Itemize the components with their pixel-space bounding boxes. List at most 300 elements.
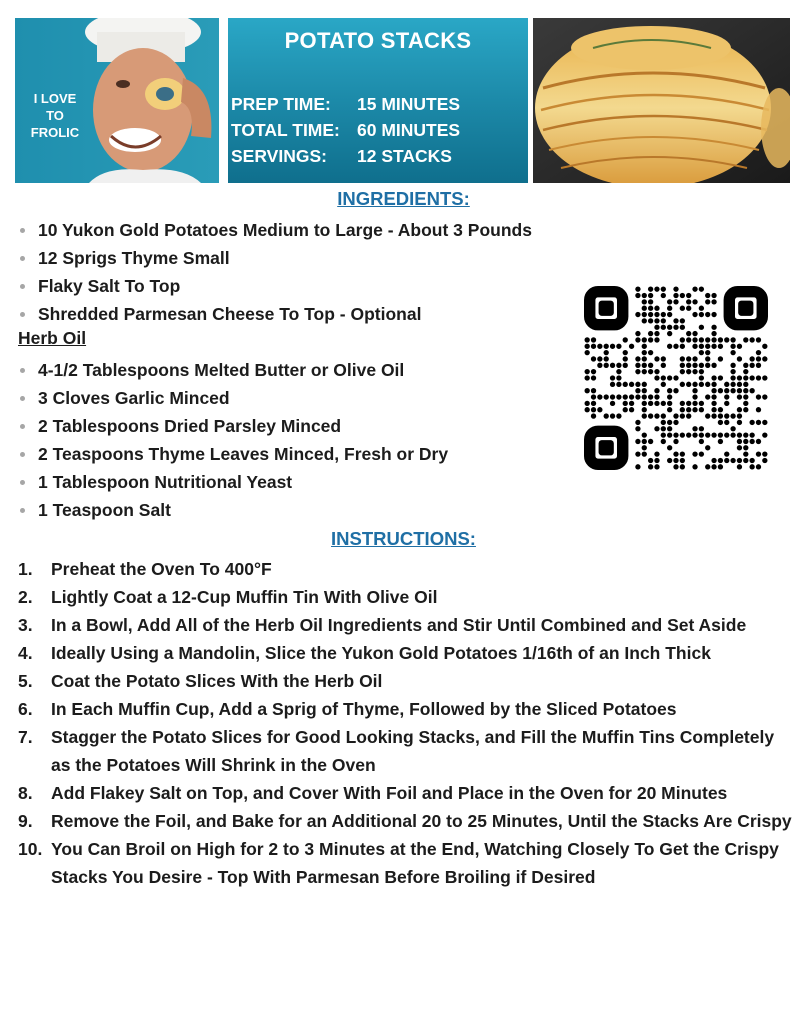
qr-module-dot — [591, 369, 596, 374]
qr-module-dot — [749, 388, 754, 393]
qr-module-dot — [743, 445, 748, 450]
qr-module-dot — [667, 426, 672, 431]
qr-module-dot — [642, 432, 647, 437]
qr-module-dot — [661, 375, 666, 380]
qr-module-dot — [642, 350, 647, 355]
qr-module-dot — [749, 432, 754, 437]
step-text: In a Bowl, Add All of the Herb Oil Ingredients and Stir Until Combined and Set Aside — [51, 615, 747, 635]
qr-module-dot — [730, 413, 735, 418]
step-number: 9. — [18, 811, 33, 831]
qr-module-dot — [699, 439, 704, 444]
qr-module-dot — [737, 432, 742, 437]
qr-module-dot — [711, 312, 716, 317]
qr-module-dot — [629, 401, 634, 406]
qr-module-dot — [667, 388, 672, 393]
qr-module-dot — [648, 401, 653, 406]
list-item — [18, 356, 448, 384]
qr-module-dot — [680, 451, 685, 456]
qr-module-dot — [724, 458, 729, 463]
qr-module-dot — [642, 451, 647, 456]
qr-module-dot — [730, 363, 735, 368]
qr-module-dot — [699, 451, 704, 456]
qr-module-dot — [743, 451, 748, 456]
qr-module-dot — [730, 344, 735, 349]
qr-module-dot — [692, 337, 697, 342]
qr-module-dot — [591, 394, 596, 399]
qr-module-dot — [680, 407, 685, 412]
bullet-icon — [20, 480, 25, 485]
qr-module-dot — [642, 407, 647, 412]
qr-module-dot — [699, 407, 704, 412]
stat-value: 60 MINUTES — [357, 120, 461, 140]
qr-module-dot — [673, 458, 678, 463]
qr-module-dot — [661, 382, 666, 387]
qr-module-dot — [680, 356, 685, 361]
qr-module-dot — [724, 388, 729, 393]
qr-module-dot — [616, 369, 621, 374]
qr-module-dot — [635, 356, 640, 361]
list-item — [18, 216, 532, 244]
qr-module-dot — [648, 413, 653, 418]
qr-module-dot — [604, 356, 609, 361]
qr-module-dot — [629, 344, 634, 349]
qr-module-dot — [654, 464, 659, 469]
qr-module-dot — [648, 312, 653, 317]
qr-module-dot — [667, 375, 672, 380]
qr-module-dot — [724, 337, 729, 342]
qr-module-dot — [585, 344, 590, 349]
qr-module-dot — [705, 337, 710, 342]
qr-module-dot — [730, 382, 735, 387]
qr-module-dot — [642, 293, 647, 298]
bullet-icon — [20, 368, 25, 373]
qr-module-dot — [642, 306, 647, 311]
list-item — [18, 244, 532, 272]
qr-module-dot — [705, 432, 710, 437]
step-number: 4. — [18, 643, 33, 663]
qr-module-dot — [642, 439, 647, 444]
qr-module-dot — [730, 375, 735, 380]
qr-module-dot — [667, 420, 672, 425]
qr-module-dot — [673, 318, 678, 323]
stat-value: 12 STACKS — [357, 146, 452, 166]
qr-module-dot — [680, 318, 685, 323]
qr-module-dot — [585, 369, 590, 374]
bullet-icon — [20, 284, 25, 289]
ingredients-heading: INGREDIENTS: — [337, 188, 470, 209]
qr-module-dot — [762, 394, 767, 399]
qr-module-dot — [711, 325, 716, 330]
ingredient-text: 1 Tablespoon Nutritional Yeast — [38, 471, 293, 492]
qr-module-dot — [692, 401, 697, 406]
qr-module-dot — [673, 299, 678, 304]
instruction-step — [18, 779, 793, 807]
qr-module-dot — [730, 350, 735, 355]
qr-module-dot — [692, 382, 697, 387]
qr-module-dot — [711, 299, 716, 304]
qr-module-dot — [610, 363, 615, 368]
qr-module-dot — [737, 382, 742, 387]
stat-value: 15 MINUTES — [357, 94, 461, 114]
step-text: Add Flakey Salt on Top, and Cover With Foil and Place in the Oven for 20 Minutes — [51, 783, 728, 803]
qr-module-dot — [699, 337, 704, 342]
qr-module-dot — [711, 293, 716, 298]
qr-module-dot — [616, 382, 621, 387]
qr-module-dot — [756, 464, 761, 469]
list-item — [18, 272, 532, 300]
qr-module-dot — [718, 344, 723, 349]
qr-module-dot — [654, 356, 659, 361]
qr-finder-top-right — [729, 292, 762, 325]
qr-module-dot — [642, 356, 647, 361]
instructions-heading: INSTRUCTIONS: — [331, 528, 476, 549]
qr-module-dot — [699, 401, 704, 406]
qr-module-dot — [718, 464, 723, 469]
instruction-step — [18, 835, 793, 891]
qr-module-dot — [737, 413, 742, 418]
ingredient-text: 12 Sprigs Thyme Small — [38, 247, 230, 268]
qr-module-dot — [737, 464, 742, 469]
stat-prep-time — [231, 91, 460, 117]
qr-module-dot — [705, 413, 710, 418]
qr-module-dot — [680, 464, 685, 469]
qr-module-dot — [667, 394, 672, 399]
qr-module-dot — [711, 331, 716, 336]
ingredient-text: 2 Tablespoons Dried Parsley Minced — [38, 415, 342, 436]
qr-module-dot — [686, 306, 691, 311]
qr-module-dot — [648, 293, 653, 298]
qr-module-dot — [635, 394, 640, 399]
qr-module-dot — [711, 363, 716, 368]
stat-total-time — [231, 117, 460, 143]
step-number: 7. — [18, 727, 33, 747]
step-number: 3. — [18, 615, 33, 635]
step-text: Ideally Using a Mandolin, Slice the Yukon Gold Potatoes 1/16th of an Inch Thick — [51, 643, 711, 663]
bullet-icon — [20, 396, 25, 401]
qr-module-dot — [673, 344, 678, 349]
qr-module-dot — [718, 375, 723, 380]
qr-module-dot — [623, 356, 628, 361]
qr-module-dot — [654, 388, 659, 393]
qr-module-dot — [629, 394, 634, 399]
qr-module-dot — [762, 432, 767, 437]
step-number: 6. — [18, 699, 33, 719]
step-text: Remove the Foil, and Bake for an Additional 20 to 25 Minutes, Until the Stacks Are Crispy — [51, 811, 792, 831]
qr-module-dot — [743, 337, 748, 342]
qr-module-dot — [743, 407, 748, 412]
qr-module-dot — [711, 401, 716, 406]
qr-finder-top-left — [590, 292, 623, 325]
qr-module-dot — [705, 350, 710, 355]
qr-module-dot — [661, 413, 666, 418]
qr-module-dot — [667, 299, 672, 304]
qr-module-dot — [585, 337, 590, 342]
qr-module-dot — [648, 350, 653, 355]
qr-module-dot — [692, 363, 697, 368]
qr-module-dot — [762, 458, 767, 463]
qr-module-dot — [673, 439, 678, 444]
qr-module-dot — [654, 394, 659, 399]
qr-module-dot — [661, 356, 666, 361]
qr-module-dot — [604, 413, 609, 418]
title-panel — [228, 18, 528, 183]
qr-module-dot — [635, 388, 640, 393]
qr-module-dot — [642, 401, 647, 406]
qr-module-dot — [667, 306, 672, 311]
qr-module-dot — [711, 388, 716, 393]
qr-module-dot — [718, 432, 723, 437]
qr-module-dot — [711, 344, 716, 349]
qr-module-dot — [756, 375, 761, 380]
qr-module-dot — [699, 375, 704, 380]
qr-module-dot — [667, 312, 672, 317]
qr-module-dot — [718, 407, 723, 412]
qr-module-dot — [692, 356, 697, 361]
qr-module-dot — [705, 394, 710, 399]
qr-module-dot — [711, 458, 716, 463]
qr-module-dot — [724, 420, 729, 425]
qr-module-dot — [743, 458, 748, 463]
stat-label: TOTAL TIME: — [231, 120, 340, 140]
qr-module-dot — [692, 432, 697, 437]
qr-module-dot — [610, 413, 615, 418]
qr-module-dot — [591, 401, 596, 406]
qr-module-dot — [680, 306, 685, 311]
bullet-icon — [20, 312, 25, 317]
recipe-stats — [231, 91, 460, 169]
qr-module-dot — [686, 293, 691, 298]
qr-module-dot — [743, 432, 748, 437]
step-text: You Can Broil on High for 2 to 3 Minutes at the End, Watching Closely To Get the Crispy Stacks You Desire - Top With Parmesan Before Broiling if Desired — [51, 839, 779, 887]
qr-module-dot — [749, 458, 754, 463]
qr-module-dot — [597, 344, 602, 349]
qr-module-dot — [642, 312, 647, 317]
potato-stack-photo — [533, 18, 790, 183]
qr-module-dot — [610, 394, 615, 399]
qr-module-dot — [749, 439, 754, 444]
qr-module-dot — [667, 325, 672, 330]
qr-module-dot — [705, 356, 710, 361]
qr-module-dot — [718, 356, 723, 361]
step-text: Stagger the Potato Slices for Good Looking Stacks, and Fill the Muffin Tins Completely as the Potatoes Will Shrink in the Oven — [51, 727, 775, 775]
qr-module-dot — [756, 420, 761, 425]
qr-module-dot — [680, 382, 685, 387]
qr-module-dot — [711, 337, 716, 342]
qr-module-dot — [724, 451, 729, 456]
qr-module-dot — [699, 344, 704, 349]
qr-module-dot — [705, 312, 710, 317]
list-item — [18, 440, 448, 468]
qr-module-dot — [654, 287, 659, 292]
qr-module-dot — [699, 306, 704, 311]
qr-module-dot — [667, 432, 672, 437]
qr-module-dot — [711, 382, 716, 387]
qr-module-dot — [591, 407, 596, 412]
herb-oil-list — [18, 356, 448, 524]
recipe-header — [15, 18, 790, 183]
qr-module-dot — [604, 363, 609, 368]
qr-module-dot — [610, 344, 615, 349]
qr-module-dot — [673, 293, 678, 298]
qr-module-dot — [724, 401, 729, 406]
qr-module-dot — [635, 382, 640, 387]
qr-module-dot — [616, 375, 621, 380]
qr-module-dot — [597, 356, 602, 361]
qr-module-dot — [623, 382, 628, 387]
qr-module-dot — [642, 369, 647, 374]
recipe-title: POTATO STACKS — [284, 28, 472, 53]
qr-module-dot — [724, 394, 729, 399]
stat-label: PREP TIME: — [231, 94, 331, 114]
qr-module-dot — [705, 464, 710, 469]
qr-module-dot — [585, 401, 590, 406]
instruction-step — [18, 723, 793, 779]
qr-module-dot — [635, 464, 640, 469]
qr-module-dot — [743, 388, 748, 393]
bullet-icon — [20, 452, 25, 457]
qr-module-dot — [661, 420, 666, 425]
instruction-step — [18, 611, 793, 639]
qr-module-dot — [737, 458, 742, 463]
qr-module-dot — [756, 363, 761, 368]
qr-module-dot — [680, 293, 685, 298]
step-text: In Each Muffin Cup, Add a Sprig of Thyme, Followed by the Sliced Potatoes — [51, 699, 677, 719]
ingredient-text: 10 Yukon Gold Potatoes Medium to Large - About 3 Pounds — [38, 219, 532, 240]
qr-module-dot — [705, 299, 710, 304]
qr-module-dot — [711, 407, 716, 412]
qr-module-dot — [654, 312, 659, 317]
instruction-step — [18, 807, 793, 835]
qr-module-dot — [705, 382, 710, 387]
qr-module-dot — [743, 439, 748, 444]
qr-module-dot — [673, 464, 678, 469]
qr-module-dot — [585, 388, 590, 393]
qr-module-dot — [629, 382, 634, 387]
qr-module-dot — [686, 401, 691, 406]
step-number: 2. — [18, 587, 33, 607]
qr-module-dot — [686, 356, 691, 361]
qr-module-dot — [737, 420, 742, 425]
instructions-list — [18, 555, 793, 891]
qr-module-dot — [705, 363, 710, 368]
qr-module-dot — [661, 318, 666, 323]
qr-module-dot — [686, 299, 691, 304]
qr-module-dot — [635, 331, 640, 336]
step-number: 5. — [18, 671, 33, 691]
qr-module-dot — [585, 407, 590, 412]
qr-code[interactable] — [584, 286, 768, 470]
qr-module-dot — [724, 413, 729, 418]
qr-module-dot — [591, 388, 596, 393]
qr-module-dot — [661, 426, 666, 431]
qr-module-dot — [743, 363, 748, 368]
bullet-icon — [20, 228, 25, 233]
qr-module-dot — [699, 363, 704, 368]
qr-module-dot — [686, 382, 691, 387]
chef-badge-line: I LOVE — [33, 91, 77, 106]
qr-module-dot — [642, 344, 647, 349]
list-item — [18, 496, 448, 524]
qr-module-dot — [724, 382, 729, 387]
list-item — [18, 468, 448, 496]
step-number: 10. — [18, 839, 43, 859]
chef-photo — [15, 18, 219, 183]
qr-module-dot — [642, 388, 647, 393]
qr-module-dot — [737, 407, 742, 412]
qr-module-dot — [737, 394, 742, 399]
qr-module-dot — [673, 287, 678, 292]
qr-module-dot — [623, 394, 628, 399]
ingredient-text: 4-1/2 Tablespoons Melted Butter or Olive Oil — [38, 359, 405, 380]
qr-module-dot — [585, 375, 590, 380]
ingredient-text: 3 Cloves Garlic Minced — [38, 387, 230, 408]
qr-module-dot — [762, 356, 767, 361]
qr-module-dot — [743, 382, 748, 387]
qr-module-dot — [692, 287, 697, 292]
qr-module-dot — [623, 337, 628, 342]
qr-module-dot — [661, 439, 666, 444]
qr-module-dot — [730, 337, 735, 342]
qr-module-dot — [610, 401, 615, 406]
qr-module-dot — [591, 337, 596, 342]
chef-badge-line: TO — [46, 108, 64, 123]
qr-module-dot — [610, 375, 615, 380]
step-text: Preheat the Oven To 400°F — [51, 559, 272, 579]
qr-module-dot — [686, 407, 691, 412]
qr-module-dot — [711, 432, 716, 437]
qr-module-dot — [667, 401, 672, 406]
qr-module-dot — [623, 350, 628, 355]
qr-module-dot — [686, 363, 691, 368]
qr-module-dot — [604, 350, 609, 355]
qr-module-dot — [724, 432, 729, 437]
qr-module-dot — [648, 458, 653, 463]
qr-module-dot — [667, 331, 672, 336]
qr-module-dot — [680, 344, 685, 349]
qr-module-dot — [661, 363, 666, 368]
qr-module-dot — [680, 363, 685, 368]
qr-module-dot — [648, 331, 653, 336]
qr-module-dot — [648, 337, 653, 342]
qr-module-dot — [692, 369, 697, 374]
qr-module-dot — [648, 464, 653, 469]
qr-module-dot — [635, 363, 640, 368]
qr-module-dot — [737, 388, 742, 393]
qr-module-dot — [673, 325, 678, 330]
qr-module-dot — [648, 306, 653, 311]
qr-module-dot — [762, 451, 767, 456]
qr-module-dot — [648, 363, 653, 368]
step-text: Coat the Potato Slices With the Herb Oil — [51, 671, 383, 691]
qr-module-dot — [610, 382, 615, 387]
qr-module-dot — [762, 344, 767, 349]
qr-module-dot — [635, 420, 640, 425]
qr-module-dot — [699, 287, 704, 292]
ingredient-text: 2 Teaspoons Thyme Leaves Minced, Fresh or Dry — [38, 443, 449, 464]
qr-module-dot — [597, 407, 602, 412]
qr-module-dot — [749, 420, 754, 425]
qr-module-dot — [648, 287, 653, 292]
qr-module-dot — [654, 458, 659, 463]
qr-module-dot — [673, 451, 678, 456]
qr-module-dot — [635, 293, 640, 298]
bullet-icon — [20, 256, 25, 261]
qr-module-dot — [635, 312, 640, 317]
qr-module-dot — [705, 445, 710, 450]
bullet-icon — [20, 508, 25, 513]
qr-module-dot — [692, 331, 697, 336]
qr-module-dot — [699, 350, 704, 355]
